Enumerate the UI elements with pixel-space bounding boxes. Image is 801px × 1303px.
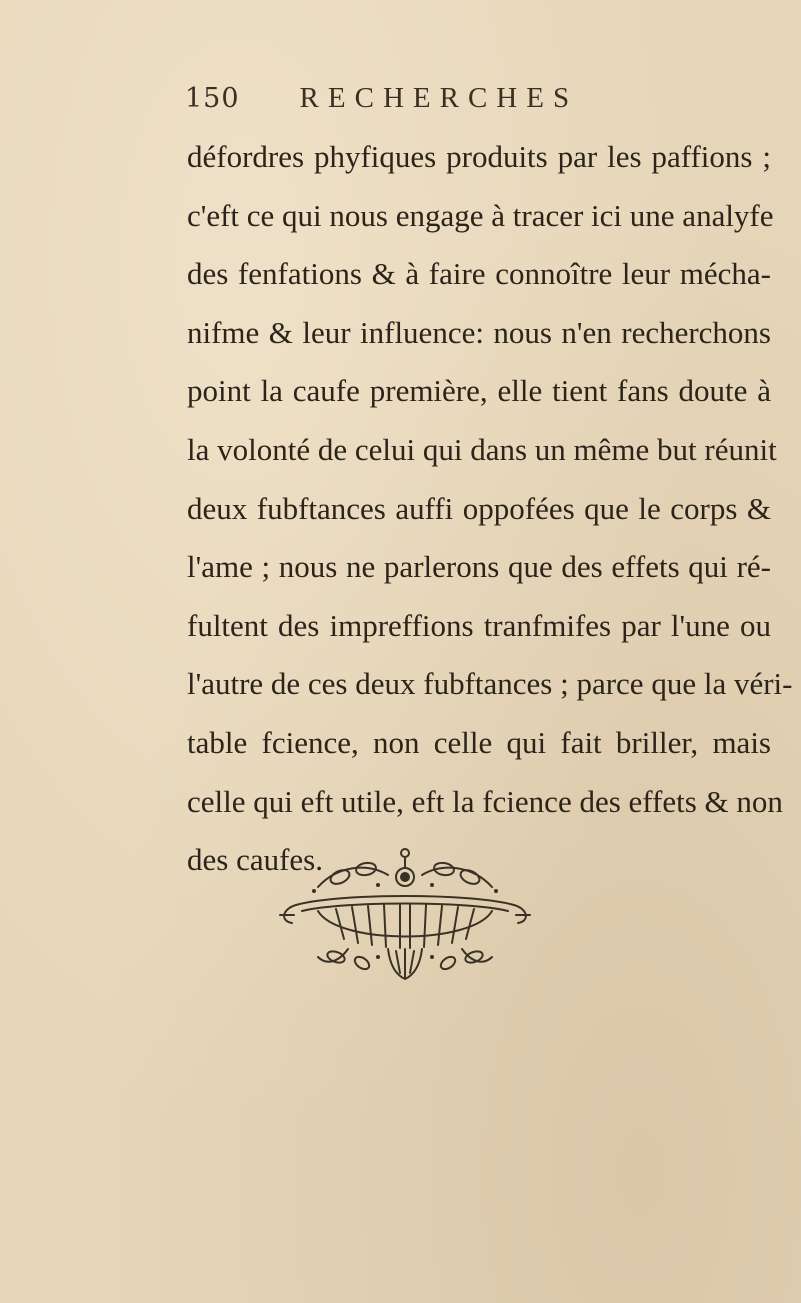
text-line: fultent des impreffions tranfmifes par l'une ou [187,607,771,643]
text-line: des caufes. [187,842,323,878]
page-number: 150 [185,82,240,114]
text-line: des fenfations & à faire connoître leur mécha- [187,256,771,292]
text-line: l'autre de ces deux fubftances ; parce que la véri- [187,666,793,702]
text-line: la volonté de celui qui dans un même but réunit [187,431,777,467]
text-line: défordres phyfiques produits par les paffions ; [187,139,771,174]
text-line: celle qui eft utile, eft la fcience des effets & non [187,783,783,819]
text-line: deux fubftances auffi oppofées que le corps & [187,490,771,526]
text-line: table fcience, non celle qui fait briller, mais [187,724,771,760]
text-line: c'eft ce qui nous engage à tracer ici une analyfe [187,197,774,233]
text-line: nifme & leur influence: nous n'en recherchons [187,314,771,350]
text-line: l'ame ; nous ne parlerons que des effets qui ré- [187,549,771,585]
fleuron-tailpiece-icon [278,845,532,983]
running-head: RECHERCHES [299,81,579,114]
text-line: point la caufe première, elle tient fans doute à [187,373,771,409]
body-paragraph [187,128,793,890]
page-header [185,78,645,118]
